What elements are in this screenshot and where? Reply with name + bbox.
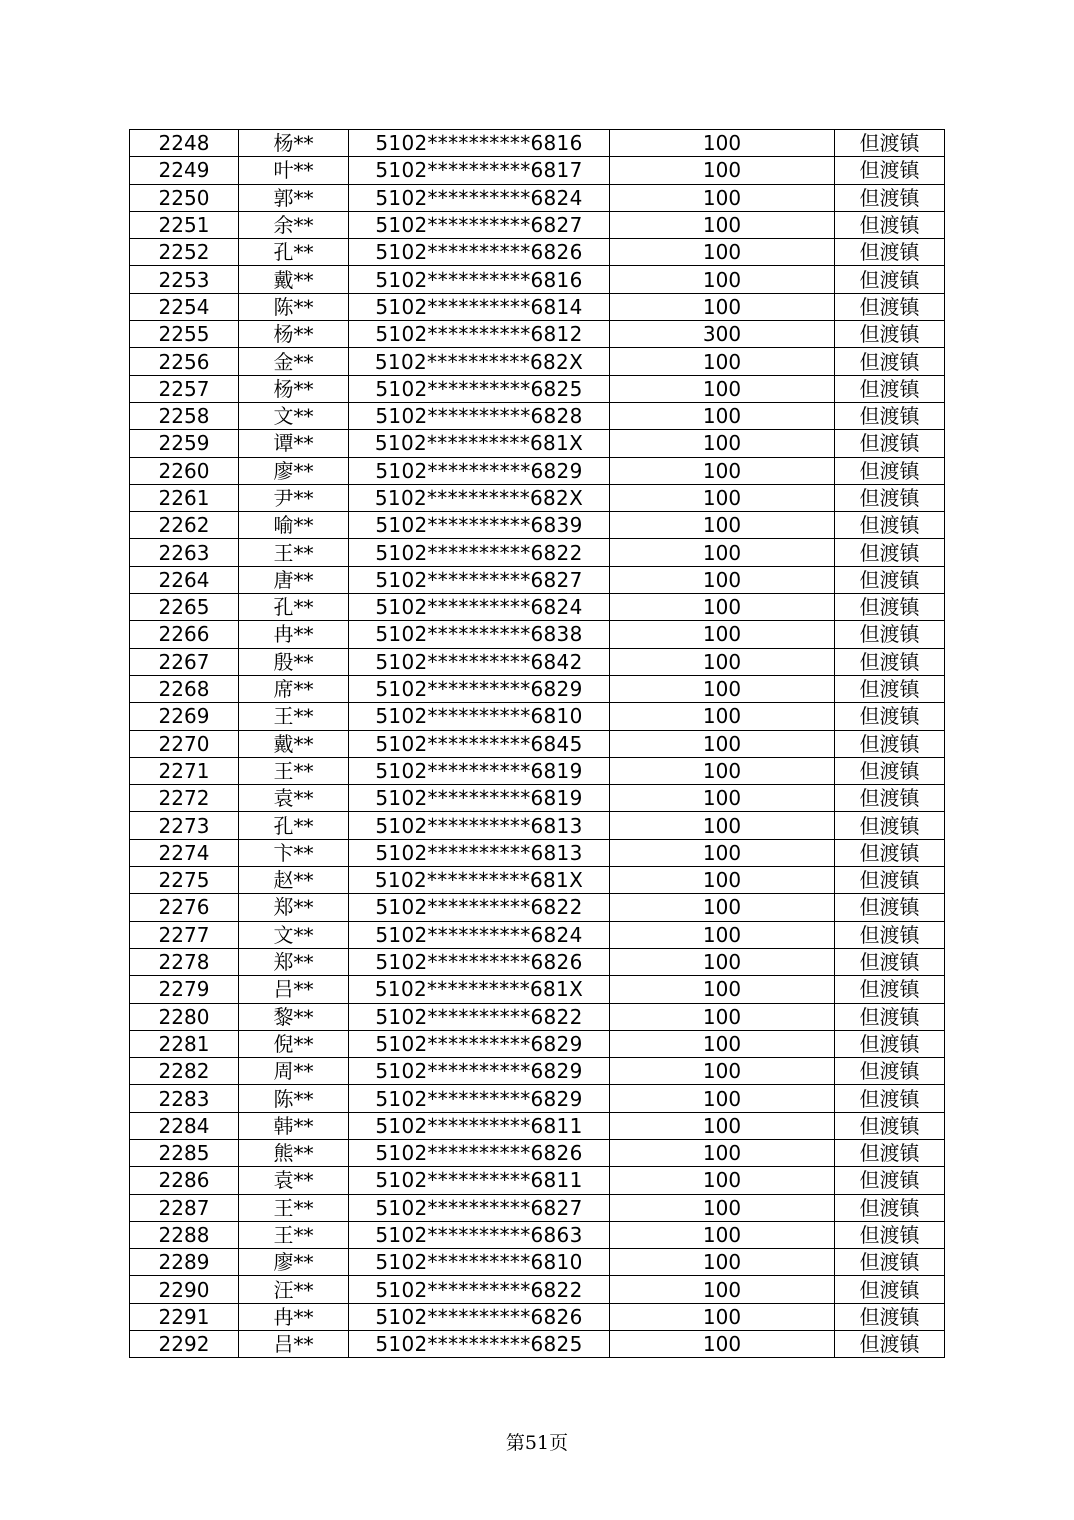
id-number-cell: 5102**********6826	[349, 239, 610, 266]
row-number-cell: 2250	[130, 184, 239, 211]
amount-cell: 100	[610, 648, 835, 675]
name-cell: 文**	[239, 402, 349, 429]
amount-cell: 100	[610, 1139, 835, 1166]
amount-cell: 100	[610, 375, 835, 402]
row-number-cell: 2282	[130, 1058, 239, 1085]
town-cell: 但渡镇	[835, 976, 945, 1003]
town-cell: 但渡镇	[835, 1003, 945, 1030]
table-row	[130, 321, 945, 348]
town-cell: 但渡镇	[835, 1112, 945, 1139]
records-table	[129, 129, 945, 1358]
id-number-cell: 5102**********6827	[349, 1194, 610, 1221]
amount-cell: 100	[610, 839, 835, 866]
town-cell: 但渡镇	[835, 293, 945, 320]
name-cell: 袁**	[239, 785, 349, 812]
table-row	[130, 430, 945, 457]
name-cell: 郑**	[239, 948, 349, 975]
town-cell: 但渡镇	[835, 1167, 945, 1194]
id-number-cell: 5102**********6839	[349, 512, 610, 539]
id-number-cell: 5102**********6825	[349, 1331, 610, 1358]
row-number-cell: 2291	[130, 1303, 239, 1330]
id-number-cell: 5102**********681X	[349, 976, 610, 1003]
id-number-cell: 5102**********6824	[349, 921, 610, 948]
amount-cell: 100	[610, 1249, 835, 1276]
amount-cell: 100	[610, 757, 835, 784]
table-row	[130, 239, 945, 266]
town-cell: 但渡镇	[835, 1249, 945, 1276]
id-number-cell: 5102**********6822	[349, 894, 610, 921]
table-row	[130, 293, 945, 320]
table-row	[130, 266, 945, 293]
id-number-cell: 5102**********6826	[349, 1303, 610, 1330]
name-cell: 唐**	[239, 566, 349, 593]
id-number-cell: 5102**********6819	[349, 785, 610, 812]
town-cell: 但渡镇	[835, 757, 945, 784]
town-cell: 但渡镇	[835, 321, 945, 348]
row-number-cell: 2268	[130, 675, 239, 702]
amount-cell: 100	[610, 539, 835, 566]
row-number-cell: 2249	[130, 157, 239, 184]
name-cell: 卞**	[239, 839, 349, 866]
id-number-cell: 5102**********6811	[349, 1112, 610, 1139]
id-number-cell: 5102**********6811	[349, 1167, 610, 1194]
table-row	[130, 703, 945, 730]
id-number-cell: 5102**********6845	[349, 730, 610, 757]
table-row	[130, 539, 945, 566]
row-number-cell: 2287	[130, 1194, 239, 1221]
town-cell: 但渡镇	[835, 566, 945, 593]
table-row	[130, 457, 945, 484]
town-cell: 但渡镇	[835, 648, 945, 675]
row-number-cell: 2271	[130, 757, 239, 784]
id-number-cell: 5102**********6822	[349, 539, 610, 566]
town-cell: 但渡镇	[835, 239, 945, 266]
amount-cell: 100	[610, 457, 835, 484]
table-row	[130, 948, 945, 975]
name-cell: 戴**	[239, 266, 349, 293]
id-number-cell: 5102**********6817	[349, 157, 610, 184]
name-cell: 吕**	[239, 1331, 349, 1358]
row-number-cell: 2284	[130, 1112, 239, 1139]
name-cell: 金**	[239, 348, 349, 375]
table-row	[130, 1112, 945, 1139]
id-number-cell: 5102**********6826	[349, 948, 610, 975]
town-cell: 但渡镇	[835, 266, 945, 293]
town-cell: 但渡镇	[835, 921, 945, 948]
row-number-cell: 2262	[130, 512, 239, 539]
id-number-cell: 5102**********6822	[349, 1276, 610, 1303]
table-row	[130, 484, 945, 511]
town-cell: 但渡镇	[835, 730, 945, 757]
table-row	[130, 1058, 945, 1085]
table-row	[130, 839, 945, 866]
name-cell: 孔**	[239, 239, 349, 266]
town-cell: 但渡镇	[835, 1058, 945, 1085]
row-number-cell: 2253	[130, 266, 239, 293]
name-cell: 赵**	[239, 867, 349, 894]
town-cell: 但渡镇	[835, 948, 945, 975]
name-cell: 孔**	[239, 812, 349, 839]
table-row	[130, 757, 945, 784]
row-number-cell: 2281	[130, 1030, 239, 1057]
amount-cell: 100	[610, 948, 835, 975]
row-number-cell: 2278	[130, 948, 239, 975]
row-number-cell: 2290	[130, 1276, 239, 1303]
amount-cell: 100	[610, 785, 835, 812]
name-cell: 郭**	[239, 184, 349, 211]
table-row	[130, 730, 945, 757]
id-number-cell: 5102**********6829	[349, 1058, 610, 1085]
town-cell: 但渡镇	[835, 839, 945, 866]
amount-cell: 100	[610, 1331, 835, 1358]
row-number-cell: 2270	[130, 730, 239, 757]
amount-cell: 100	[610, 293, 835, 320]
name-cell: 王**	[239, 703, 349, 730]
amount-cell: 100	[610, 484, 835, 511]
name-cell: 袁**	[239, 1167, 349, 1194]
name-cell: 孔**	[239, 594, 349, 621]
amount-cell: 100	[610, 512, 835, 539]
town-cell: 但渡镇	[835, 157, 945, 184]
amount-cell: 100	[610, 211, 835, 238]
table-row	[130, 1139, 945, 1166]
town-cell: 但渡镇	[835, 785, 945, 812]
table-row	[130, 785, 945, 812]
amount-cell: 100	[610, 703, 835, 730]
row-number-cell: 2255	[130, 321, 239, 348]
row-number-cell: 2269	[130, 703, 239, 730]
id-number-cell: 5102**********6819	[349, 757, 610, 784]
id-number-cell: 5102**********6816	[349, 130, 610, 157]
amount-cell: 100	[610, 130, 835, 157]
table-row	[130, 812, 945, 839]
amount-cell: 100	[610, 430, 835, 457]
row-number-cell: 2248	[130, 130, 239, 157]
row-number-cell: 2260	[130, 457, 239, 484]
name-cell: 文**	[239, 921, 349, 948]
table-row	[130, 512, 945, 539]
id-number-cell: 5102**********681X	[349, 867, 610, 894]
page-number: 第51页	[505, 1432, 569, 1454]
amount-cell: 100	[610, 894, 835, 921]
town-cell: 但渡镇	[835, 594, 945, 621]
table-row	[130, 1303, 945, 1330]
name-cell: 冉**	[239, 621, 349, 648]
id-number-cell: 5102**********6827	[349, 566, 610, 593]
town-cell: 但渡镇	[835, 703, 945, 730]
id-number-cell: 5102**********6812	[349, 321, 610, 348]
id-number-cell: 5102**********6822	[349, 1003, 610, 1030]
name-cell: 吕**	[239, 976, 349, 1003]
amount-cell: 100	[610, 976, 835, 1003]
table-row	[130, 348, 945, 375]
name-cell: 陈**	[239, 293, 349, 320]
row-number-cell: 2265	[130, 594, 239, 621]
table-row	[130, 1221, 945, 1248]
table-row	[130, 894, 945, 921]
town-cell: 但渡镇	[835, 1085, 945, 1112]
town-cell: 但渡镇	[835, 484, 945, 511]
id-number-cell: 5102**********6826	[349, 1139, 610, 1166]
id-number-cell: 5102**********682X	[349, 484, 610, 511]
town-cell: 但渡镇	[835, 867, 945, 894]
name-cell: 杨**	[239, 130, 349, 157]
table-row	[130, 566, 945, 593]
table-row	[130, 157, 945, 184]
name-cell: 周**	[239, 1058, 349, 1085]
row-number-cell: 2254	[130, 293, 239, 320]
amount-cell: 100	[610, 921, 835, 948]
table-row	[130, 1276, 945, 1303]
name-cell: 尹**	[239, 484, 349, 511]
row-number-cell: 2272	[130, 785, 239, 812]
id-number-cell: 5102**********6838	[349, 621, 610, 648]
row-number-cell: 2252	[130, 239, 239, 266]
row-number-cell: 2257	[130, 375, 239, 402]
amount-cell: 100	[610, 867, 835, 894]
id-number-cell: 5102**********6824	[349, 184, 610, 211]
town-cell: 但渡镇	[835, 512, 945, 539]
name-cell: 倪**	[239, 1030, 349, 1057]
town-cell: 但渡镇	[835, 1030, 945, 1057]
row-number-cell: 2277	[130, 921, 239, 948]
town-cell: 但渡镇	[835, 812, 945, 839]
row-number-cell: 2288	[130, 1221, 239, 1248]
id-number-cell: 5102**********6863	[349, 1221, 610, 1248]
row-number-cell: 2263	[130, 539, 239, 566]
town-cell: 但渡镇	[835, 1221, 945, 1248]
town-cell: 但渡镇	[835, 184, 945, 211]
amount-cell: 100	[610, 1303, 835, 1330]
name-cell: 黎**	[239, 1003, 349, 1030]
name-cell: 韩**	[239, 1112, 349, 1139]
name-cell: 汪**	[239, 1276, 349, 1303]
town-cell: 但渡镇	[835, 130, 945, 157]
name-cell: 王**	[239, 539, 349, 566]
id-number-cell: 5102**********6829	[349, 1085, 610, 1112]
id-number-cell: 5102**********6842	[349, 648, 610, 675]
town-cell: 但渡镇	[835, 402, 945, 429]
row-number-cell: 2275	[130, 867, 239, 894]
id-number-cell: 5102**********6810	[349, 703, 610, 730]
row-number-cell: 2285	[130, 1139, 239, 1166]
id-number-cell: 5102**********6813	[349, 839, 610, 866]
id-number-cell: 5102**********6829	[349, 675, 610, 702]
town-cell: 但渡镇	[835, 211, 945, 238]
table-row	[130, 976, 945, 1003]
row-number-cell: 2274	[130, 839, 239, 866]
name-cell: 杨**	[239, 321, 349, 348]
amount-cell: 100	[610, 1221, 835, 1248]
table-row	[130, 1167, 945, 1194]
town-cell: 但渡镇	[835, 1303, 945, 1330]
name-cell: 席**	[239, 675, 349, 702]
amount-cell: 100	[610, 1058, 835, 1085]
amount-cell: 100	[610, 402, 835, 429]
row-number-cell: 2280	[130, 1003, 239, 1030]
town-cell: 但渡镇	[835, 375, 945, 402]
name-cell: 王**	[239, 757, 349, 784]
town-cell: 但渡镇	[835, 894, 945, 921]
table-row	[130, 130, 945, 157]
table-row	[130, 594, 945, 621]
name-cell: 杨**	[239, 375, 349, 402]
table-row	[130, 648, 945, 675]
table-row	[130, 1030, 945, 1057]
table-row	[130, 675, 945, 702]
amount-cell: 100	[610, 1194, 835, 1221]
amount-cell: 100	[610, 1112, 835, 1139]
table-row	[130, 867, 945, 894]
amount-cell: 100	[610, 266, 835, 293]
id-number-cell: 5102**********681X	[349, 430, 610, 457]
row-number-cell: 2273	[130, 812, 239, 839]
row-number-cell: 2259	[130, 430, 239, 457]
table-row	[130, 402, 945, 429]
amount-cell: 100	[610, 730, 835, 757]
amount-cell: 100	[610, 1276, 835, 1303]
name-cell: 熊**	[239, 1139, 349, 1166]
table-row	[130, 1194, 945, 1221]
amount-cell: 100	[610, 566, 835, 593]
amount-cell: 100	[610, 594, 835, 621]
row-number-cell: 2276	[130, 894, 239, 921]
row-number-cell: 2279	[130, 976, 239, 1003]
amount-cell: 300	[610, 321, 835, 348]
row-number-cell: 2267	[130, 648, 239, 675]
amount-cell: 100	[610, 675, 835, 702]
town-cell: 但渡镇	[835, 348, 945, 375]
id-number-cell: 5102**********6829	[349, 457, 610, 484]
row-number-cell: 2266	[130, 621, 239, 648]
row-number-cell: 2289	[130, 1249, 239, 1276]
id-number-cell: 5102**********6829	[349, 1030, 610, 1057]
table-row	[130, 621, 945, 648]
amount-cell: 100	[610, 1030, 835, 1057]
name-cell: 余**	[239, 211, 349, 238]
id-number-cell: 5102**********6814	[349, 293, 610, 320]
town-cell: 但渡镇	[835, 1331, 945, 1358]
name-cell: 陈**	[239, 1085, 349, 1112]
name-cell: 戴**	[239, 730, 349, 757]
table-row	[130, 1003, 945, 1030]
row-number-cell: 2283	[130, 1085, 239, 1112]
row-number-cell: 2261	[130, 484, 239, 511]
row-number-cell: 2286	[130, 1167, 239, 1194]
name-cell: 王**	[239, 1221, 349, 1248]
table-body	[130, 130, 945, 1358]
name-cell: 殷**	[239, 648, 349, 675]
table-row	[130, 921, 945, 948]
id-number-cell: 5102**********6828	[349, 402, 610, 429]
name-cell: 喻**	[239, 512, 349, 539]
amount-cell: 100	[610, 239, 835, 266]
table-row	[130, 184, 945, 211]
amount-cell: 100	[610, 157, 835, 184]
amount-cell: 100	[610, 184, 835, 211]
town-cell: 但渡镇	[835, 621, 945, 648]
amount-cell: 100	[610, 1085, 835, 1112]
town-cell: 但渡镇	[835, 539, 945, 566]
amount-cell: 100	[610, 621, 835, 648]
id-number-cell: 5102**********682X	[349, 348, 610, 375]
amount-cell: 100	[610, 348, 835, 375]
town-cell: 但渡镇	[835, 457, 945, 484]
amount-cell: 100	[610, 1003, 835, 1030]
name-cell: 冉**	[239, 1303, 349, 1330]
id-number-cell: 5102**********6825	[349, 375, 610, 402]
table-row	[130, 1249, 945, 1276]
row-number-cell: 2258	[130, 402, 239, 429]
row-number-cell: 2292	[130, 1331, 239, 1358]
row-number-cell: 2256	[130, 348, 239, 375]
name-cell: 王**	[239, 1194, 349, 1221]
id-number-cell: 5102**********6816	[349, 266, 610, 293]
town-cell: 但渡镇	[835, 675, 945, 702]
name-cell: 廖**	[239, 1249, 349, 1276]
row-number-cell: 2264	[130, 566, 239, 593]
row-number-cell: 2251	[130, 211, 239, 238]
id-number-cell: 5102**********6813	[349, 812, 610, 839]
table-row	[130, 1085, 945, 1112]
id-number-cell: 5102**********6827	[349, 211, 610, 238]
table-row	[130, 211, 945, 238]
id-number-cell: 5102**********6824	[349, 594, 610, 621]
table-row	[130, 375, 945, 402]
name-cell: 谭**	[239, 430, 349, 457]
table-row	[130, 1331, 945, 1358]
name-cell: 郑**	[239, 894, 349, 921]
amount-cell: 100	[610, 812, 835, 839]
town-cell: 但渡镇	[835, 1276, 945, 1303]
town-cell: 但渡镇	[835, 1194, 945, 1221]
name-cell: 叶**	[239, 157, 349, 184]
town-cell: 但渡镇	[835, 430, 945, 457]
name-cell: 廖**	[239, 457, 349, 484]
amount-cell: 100	[610, 1167, 835, 1194]
id-number-cell: 5102**********6810	[349, 1249, 610, 1276]
town-cell: 但渡镇	[835, 1139, 945, 1166]
